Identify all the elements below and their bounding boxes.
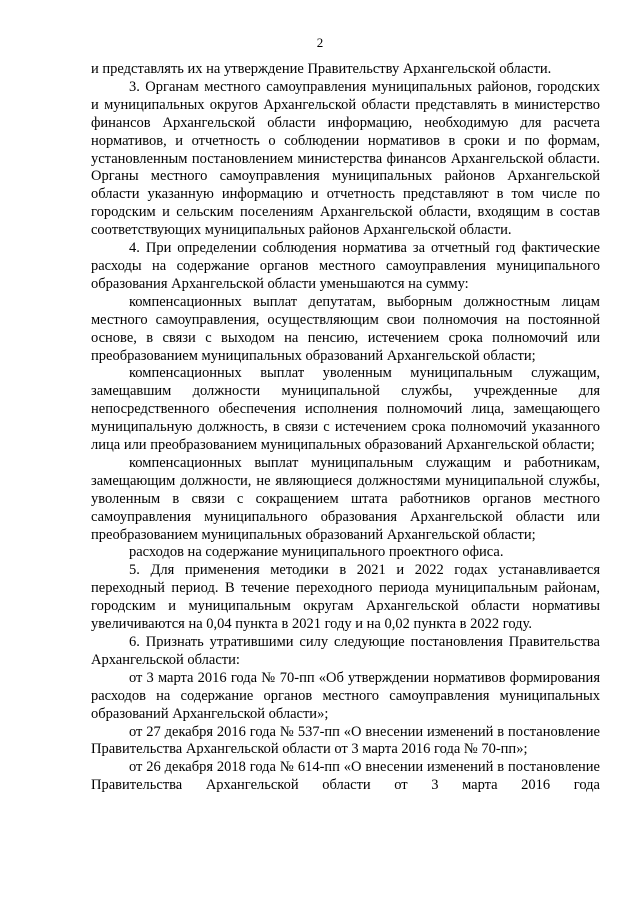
paragraph-item-4: 4. При определении соблюдения норматива за отчетный год фактические расходы на содержание органов местного самоуправления муниципального образования Архангельской области уменьшаются на сумму: [91, 240, 600, 292]
paragraph-repeal-614pp: от 26 декабря 2018 года № 614-пп «О внесении изменений в постановление Правительства Архангельской области от 3 марта 2016 года [91, 759, 600, 794]
paragraph-item-5: 5. Для применения методики в 2021 и 2022 годах устанавливается переходный период. В течение переходного периода муниципальным районам, городским и муниципальным округам Архангельской области нормативы увеличиваются на 0,04 пункта в 2021 году и на 0,02 пункта в 2022 году. [91, 562, 600, 633]
paragraph-continuation: и представлять их на утверждение Правительству Архангельской области. [91, 61, 552, 77]
page-number: 2 [316, 35, 324, 50]
paragraph-repeal-537pp: от 27 декабря 2016 года № 537-пп «О внесении изменений в постановление Правительства Архангельской области от 3 марта 2016 года № 70-пп»; [91, 723, 600, 758]
paragraph-repeal-70pp: от 3 марта 2016 года № 70-пп «Об утверждении нормативов формирования расходов на содержание органов местного самоуправления муниципальных образований Архангельской области»; [91, 669, 600, 722]
paragraph-deduction-project-office: расходов на содержание муниципального проектного офиса. [129, 544, 504, 561]
document-body [91, 61, 600, 795]
paragraph-deduction-staff-reduction: компенсационных выплат муниципальным служащим и работникам, замещающим должности, не являющиеся должностями муниципальной службы, уволенным в связи с сокращением штата работников органов местного самоуправления муниципального образования Архангельской области или преобразованием муниципальных образований Архангельской области; [91, 454, 600, 543]
paragraph-deduction-deputies: компенсационных выплат депутатам, выборным должностным лицам местного самоуправления, осуществляющим свои полномочия на постоянной основе, в связи с выходом на пенсию, истечением срока полномочий или преобразованием муниципальных образований Архангельской области; [91, 293, 600, 364]
paragraph-item-3: 3. Органам местного самоуправления муниципальных районов, городских и муниципальных округов Архангельской области представлять в министерство финансов Архангельской области информацию, необходимую для расчета нормативов, и отчетность о соблюдении нормативов в сроки и по формам, установленным постановлением министерства финансов Архангельской области. Органы местного самоуправления муниципальных районов Архангельской области указанную информацию и отчетность представляют в том числе по городским и сельским поселениям Архангельской области, входящим в состав соответствующих муниципальных районов Архангельской области. [91, 78, 600, 239]
paragraph-deduction-dismissed-servants: компенсационных выплат уволенным муниципальным служащим, замещавшим должности муниципальной службы, учрежденные для непосредственного обеспечения исполнения полномочий лица, замещающего муниципальную должность, в связи с истечением срока полномочий указанного лица или преобразованием муниципальных образований Архангельской области; [91, 365, 600, 454]
paragraph-item-6: 6. Признать утратившими силу следующие постановления Правительства Архангельской области: [91, 634, 600, 668]
